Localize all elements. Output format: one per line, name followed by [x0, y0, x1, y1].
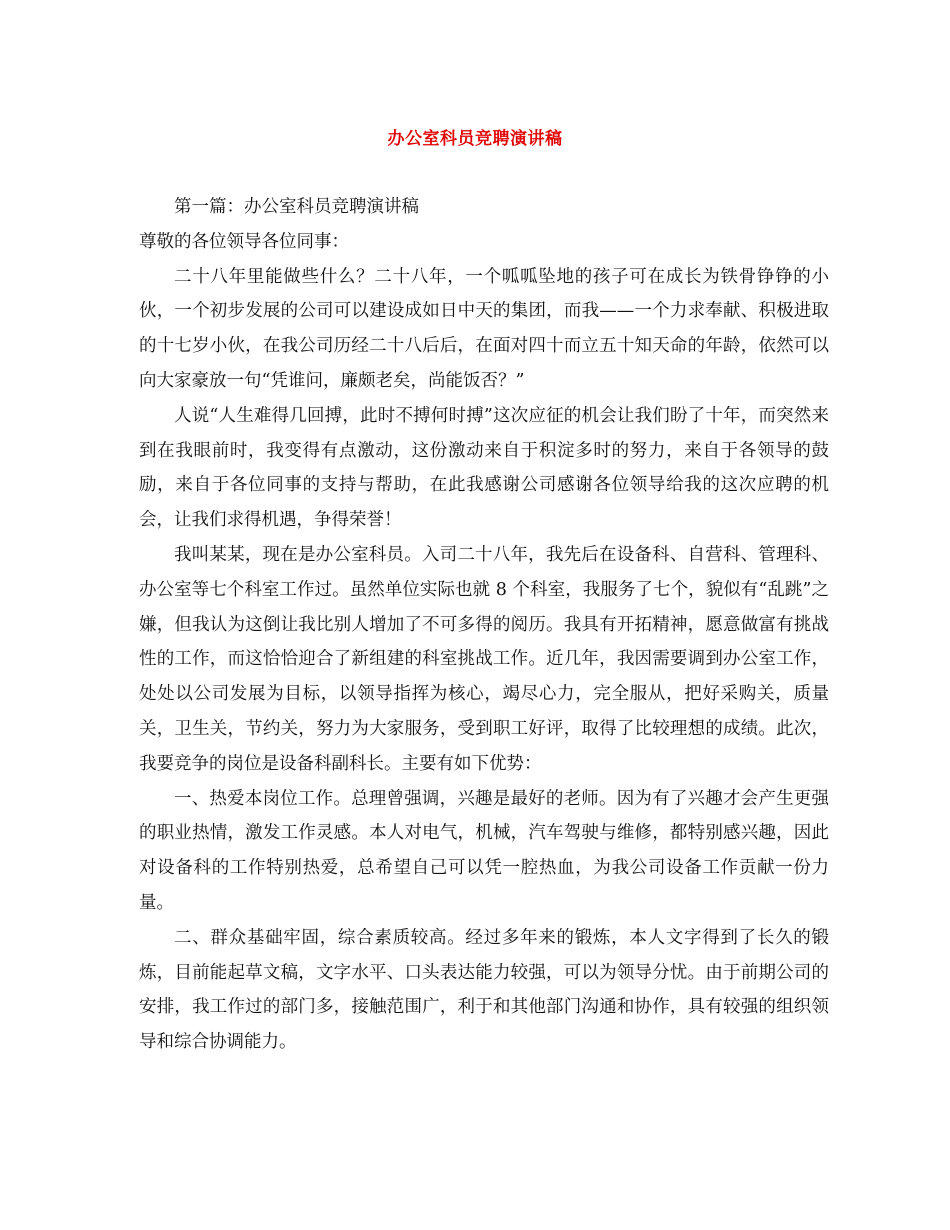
section-heading: 第一篇：办公室科员竞聘演讲稿	[174, 197, 419, 217]
paragraph: 人说“人生难得几回搏，此时不搏何时搏”这次应征的机会让我们盼了十年，而突然来到在我眼前时，我变得有点激动，这份激动来自于积淀多时的努力，来自于各领导的鼓励，来自于各位同事的支持与帮助，在此我感谢公司感谢各位领导给我的这次应聘的机会，让我们求得机遇，争得荣誉！	[139, 405, 829, 531]
paragraph: 二、群众基础牢固，综合素质较高。经过多年来的锻炼，本人文字得到了长久的锻炼，目前能起草文稿，文字水平、口头表达能力较强，可以为领导分忧。由于前期公司的安排，我工作过的部门多，接触范围广，利于和其他部门沟通和协作，具有较强的组织领导和综合协调能力。	[139, 927, 829, 1053]
document-title: 办公室科员竞聘演讲稿	[387, 129, 563, 149]
paragraph: 一、热爱本岗位工作。总理曾强调，兴趣是最好的老师。因为有了兴趣才会产生更强的职业热情，激发工作灵感。本人对电气，机械，汽车驾驶与维修，都特别感兴趣，因此对设备科的工作特别热爱，总希望自己可以凭一腔热血，为我公司设备工作贡献一份力量。	[139, 788, 829, 913]
salutation: 尊敬的各位领导各位同事：	[139, 231, 349, 252]
paragraph: 我叫某某，现在是办公室科员。入司二十八年，我先后在设备科、自营科、管理科、办公室等七个科室工作过。虽然单位实际也就 8 个科室，我服务了七个，貌似有“乱跳”之嫌，但我认为这倒让我比别人增加了不可多得的阅历。我具有开拓精神，愿意做富有挑战性的工作，而这恰恰迎合了新组建的科室挑战工作。近几年，我因需要调到办公室工作，处处以公司发展为目标，以领导指挥为核心，竭尽心力，完全服从，把好采购关，质量关，卫生关，节约关，努力为大家服务，受到职工好评，取得了比较理想的成绩。此次，我要竞争的岗位是设备科副科长。主要有如下优势：	[139, 544, 829, 774]
document-body	[139, 190, 829, 1060]
paragraph: 二十八年里能做些什么？二十八年，一个呱呱坠地的孩子可在成长为铁骨铮铮的小伙，一个初步发展的公司可以建设成如日中天的集团，而我——一个力求奉献、积极进取的十七岁小伙，在我公司历经二十八后后，在面对四十而立五十知天命的年龄，依然可以向大家豪放一句“凭谁问，廉颇老矣，尚能饭否？”	[139, 266, 829, 391]
